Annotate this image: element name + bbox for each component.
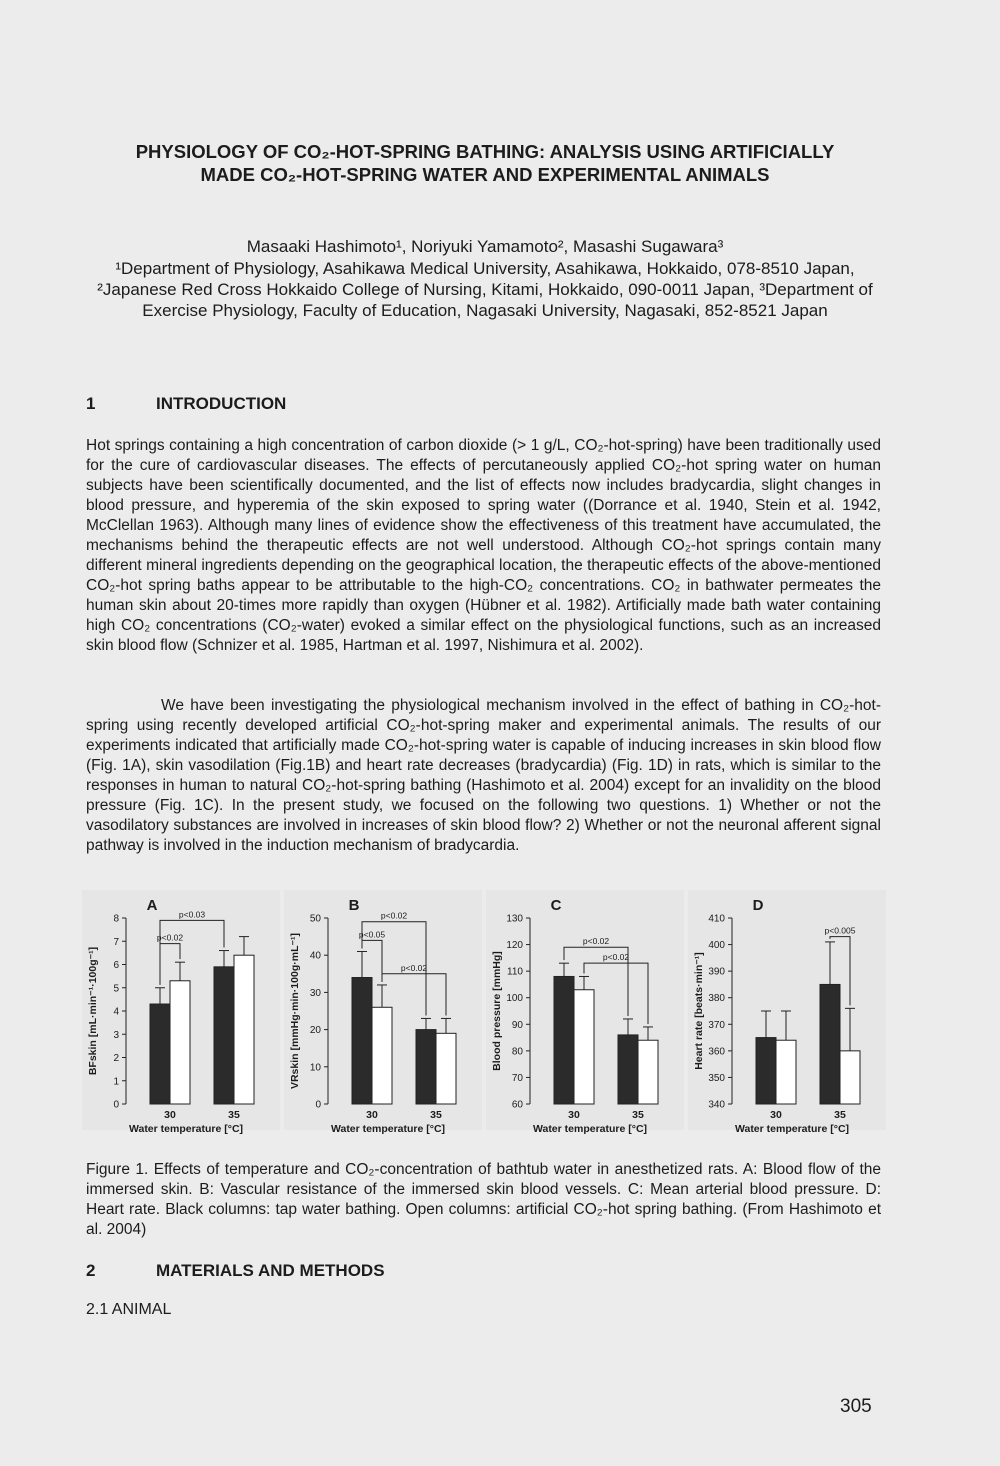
y-tick-label: 100 — [506, 993, 523, 1005]
bar — [554, 976, 574, 1104]
y-tick-label: 80 — [511, 1046, 523, 1058]
y-tick-label: 340 — [708, 1099, 725, 1111]
y-tick-label: 1 — [113, 1076, 119, 1088]
significance-label: p<0.02 — [380, 910, 408, 921]
y-tick-label: 360 — [708, 1046, 725, 1058]
figure-1 — [80, 890, 890, 1150]
y-tick-label: 90 — [511, 1019, 523, 1031]
intro-paragraph-2: We have been investigating the physiological mechanism involved in the effect of bathing in CO₂-hot-spring using recently developed artificial CO₂-hot-spring maker and experimental animals. The results of our experiments indicated that artificially made CO₂-hot-spring water is capable of inducing increases in skin blood flow (Fig. 1A), skin vasodilation (Fig.1B) and heart rate decreases (bradycardia) (Fig. 1D) in rats, which is similar to the responses in human to natural CO₂-hot-spring bathing (Hashimoto et al. 2004) except for an invalidity on the blood pressure (Fig. 1C). In the present study, we focused on the following two questions. 1) Whether or not the vasodilatory substances are involved in increases of skin blood flow? 2) Whether or not the neuronal afferent signal pathway is involved in the induction mechanism of bradycardia. — [86, 697, 881, 854]
y-tick-label: 70 — [511, 1072, 523, 1084]
x-axis-label: Water temperature [°C] — [734, 1123, 850, 1135]
bar — [416, 1030, 436, 1104]
significance-label: p<0.03 — [178, 909, 206, 920]
significance-label: p<0.005 — [824, 925, 856, 936]
x-axis-label: Water temperature [°C] — [330, 1123, 446, 1135]
intro-paragraph-1: Hot springs containing a high concentration of carbon dioxide (> 1 g/L, CO₂-hot-spring) have been traditionally used for the cure of cardiovascular diseases. The effects of percutaneously applied CO₂-hot spring water on human subjects have been scientifically documented, and the list of effects now includes bradycardia, slight changes in blood pressure, and hyperemia of the skin exposed to spring water ((Dorrance et al. 1940, Stein et al. 1942, McClellan 1963). Although many lines of evidence show the effectiveness of this treatment have accumulated, the mechanisms behind the therapeutic effects are not well understood. Although CO₂-hot springs contain many different mineral ingredients depending on the geographical location, the therapeutic effects of the above-mentioned CO₂-hot spring baths appear to be attributable to the high-CO₂ concentrations. CO₂ in bathwater permeates the human skin about 20-times more rapidly than oxygen (Hübner et al. 1982). Artificially made bath water containing high CO₂ concentrations (CO₂-water) evoked a similar effect on the physiological functions, such as an increased skin blood flow (Schnizer et al. 1985, Hartman et al. 1997, Nishimura et al. 2002). — [86, 437, 881, 654]
x-tick-label: 30 — [164, 1109, 176, 1121]
x-tick-label: 30 — [568, 1109, 580, 1121]
bar — [170, 981, 190, 1104]
x-tick-label: 30 — [770, 1109, 782, 1121]
y-axis-label: Heart rate [beats·min⁻¹] — [693, 952, 705, 1070]
x-tick-label: 35 — [228, 1109, 240, 1121]
y-tick-label: 120 — [506, 940, 523, 952]
bar — [820, 984, 840, 1104]
bar — [436, 1033, 456, 1104]
panel-letter: D — [752, 897, 764, 914]
x-tick-label: 35 — [834, 1109, 846, 1121]
x-tick-label: 35 — [430, 1109, 442, 1121]
y-tick-label: 3 — [113, 1029, 119, 1041]
y-tick-label: 8 — [113, 913, 119, 925]
y-tick-label: 0 — [113, 1099, 119, 1111]
bar — [234, 955, 254, 1104]
author-list: Masaaki Hashimoto¹, Noriyuki Yamamoto², Masashi Sugawara³ — [246, 237, 724, 256]
y-tick-label: 7 — [113, 936, 119, 948]
section-title: INTRODUCTION — [156, 394, 287, 413]
section-number: 1 — [86, 394, 96, 413]
y-axis-label: VRskin [mmHg·min·100g·mL⁻¹] — [289, 932, 301, 1090]
bar — [756, 1038, 776, 1104]
page-number: 305 — [840, 1396, 872, 1417]
significance-label: p<0.02 — [582, 936, 610, 947]
y-tick-label: 10 — [309, 1062, 321, 1074]
y-tick-label: 380 — [708, 993, 725, 1005]
significance-label: p<0.05 — [358, 929, 386, 940]
y-tick-label: 130 — [506, 913, 523, 925]
significance-label: p<0.02 — [156, 932, 184, 943]
bar — [214, 967, 234, 1104]
panel-letter: B — [348, 897, 360, 914]
y-tick-label: 390 — [708, 966, 725, 978]
bar — [840, 1051, 860, 1104]
bar — [574, 990, 594, 1104]
bar — [618, 1035, 638, 1104]
x-axis-label: Water temperature [°C] — [128, 1123, 244, 1135]
chart-panel-c — [486, 890, 684, 1135]
y-tick-label: 4 — [113, 1006, 119, 1018]
panel-letter: C — [550, 897, 562, 914]
x-tick-label: 30 — [366, 1109, 378, 1121]
panel-letter: A — [146, 897, 158, 914]
bar — [150, 1004, 170, 1104]
affiliations: ¹Department of Physiology, Asahikawa Medical University, Asahikawa, Hokkaido, 078-8510 Japan, ²Japanese Red Cross Hokkaido College of Nursing, Kitami, Hokkaido, 090-0011 Japan, ³Department of Exercise Physiology, Faculty of Education, Nagasaki University, Nagasaki, 852-8521 Japan — [97, 259, 873, 320]
significance-label: p<0.02 — [602, 952, 630, 963]
chart-panel-d — [688, 890, 886, 1135]
x-tick-label: 35 — [632, 1109, 644, 1121]
significance-label: p<0.02 — [400, 962, 428, 973]
bar — [372, 1007, 392, 1104]
chart-panel-a — [82, 890, 280, 1135]
y-tick-label: 6 — [113, 960, 119, 971]
x-axis-label: Water temperature [°C] — [532, 1123, 648, 1135]
y-tick-label: 400 — [708, 940, 725, 952]
y-tick-label: 2 — [113, 1053, 119, 1064]
bar — [776, 1040, 796, 1104]
section-title: MATERIALS AND METHODS — [156, 1261, 385, 1280]
y-tick-label: 350 — [708, 1072, 725, 1084]
chart-panel-b — [284, 890, 482, 1135]
paper-title: PHYSIOLOGY OF CO₂-HOT-SPRING BATHING: ANALYSIS USING ARTIFICIALLY MADE CO₂-HOT-SPRING WATER AND EXPERIMENTAL ANIMALS — [135, 141, 835, 185]
bar — [638, 1040, 658, 1104]
y-tick-label: 0 — [315, 1099, 321, 1111]
y-tick-label: 20 — [309, 1025, 321, 1037]
y-tick-label: 110 — [507, 966, 523, 978]
section-heading-materials-methods — [86, 1261, 385, 1281]
figure-1-charts — [80, 890, 890, 1150]
section-heading-introduction — [86, 394, 286, 414]
y-tick-label: 60 — [511, 1099, 523, 1111]
y-tick-label: 5 — [113, 983, 119, 995]
y-axis-label: Blood pressure [mmHg] — [491, 951, 503, 1071]
section-number: 2 — [86, 1261, 96, 1280]
subsection-heading: 2.1 ANIMAL — [86, 1301, 172, 1318]
y-tick-label: 370 — [708, 1019, 725, 1031]
y-tick-label: 410 — [708, 913, 725, 925]
y-tick-label: 50 — [309, 913, 321, 925]
y-tick-label: 40 — [309, 950, 321, 962]
bar — [352, 978, 372, 1104]
y-axis-label: BFskin [mL·min⁻¹·100g⁻¹] — [87, 946, 99, 1076]
figure-caption: Figure 1. Effects of temperature and CO₂-concentration of bathtub water in anesthetized rats. A: Blood flow of the immersed skin. B: Vascular resistance of the immersed skin blood vessels. C: Mean arterial blood pressure. D: Heart rate. Black columns: tap water bathing. Open columns: artificial CO₂-hot spring bathing. (From Hashimoto et al. 2004) — [86, 1161, 881, 1238]
y-tick-label: 30 — [309, 987, 321, 999]
